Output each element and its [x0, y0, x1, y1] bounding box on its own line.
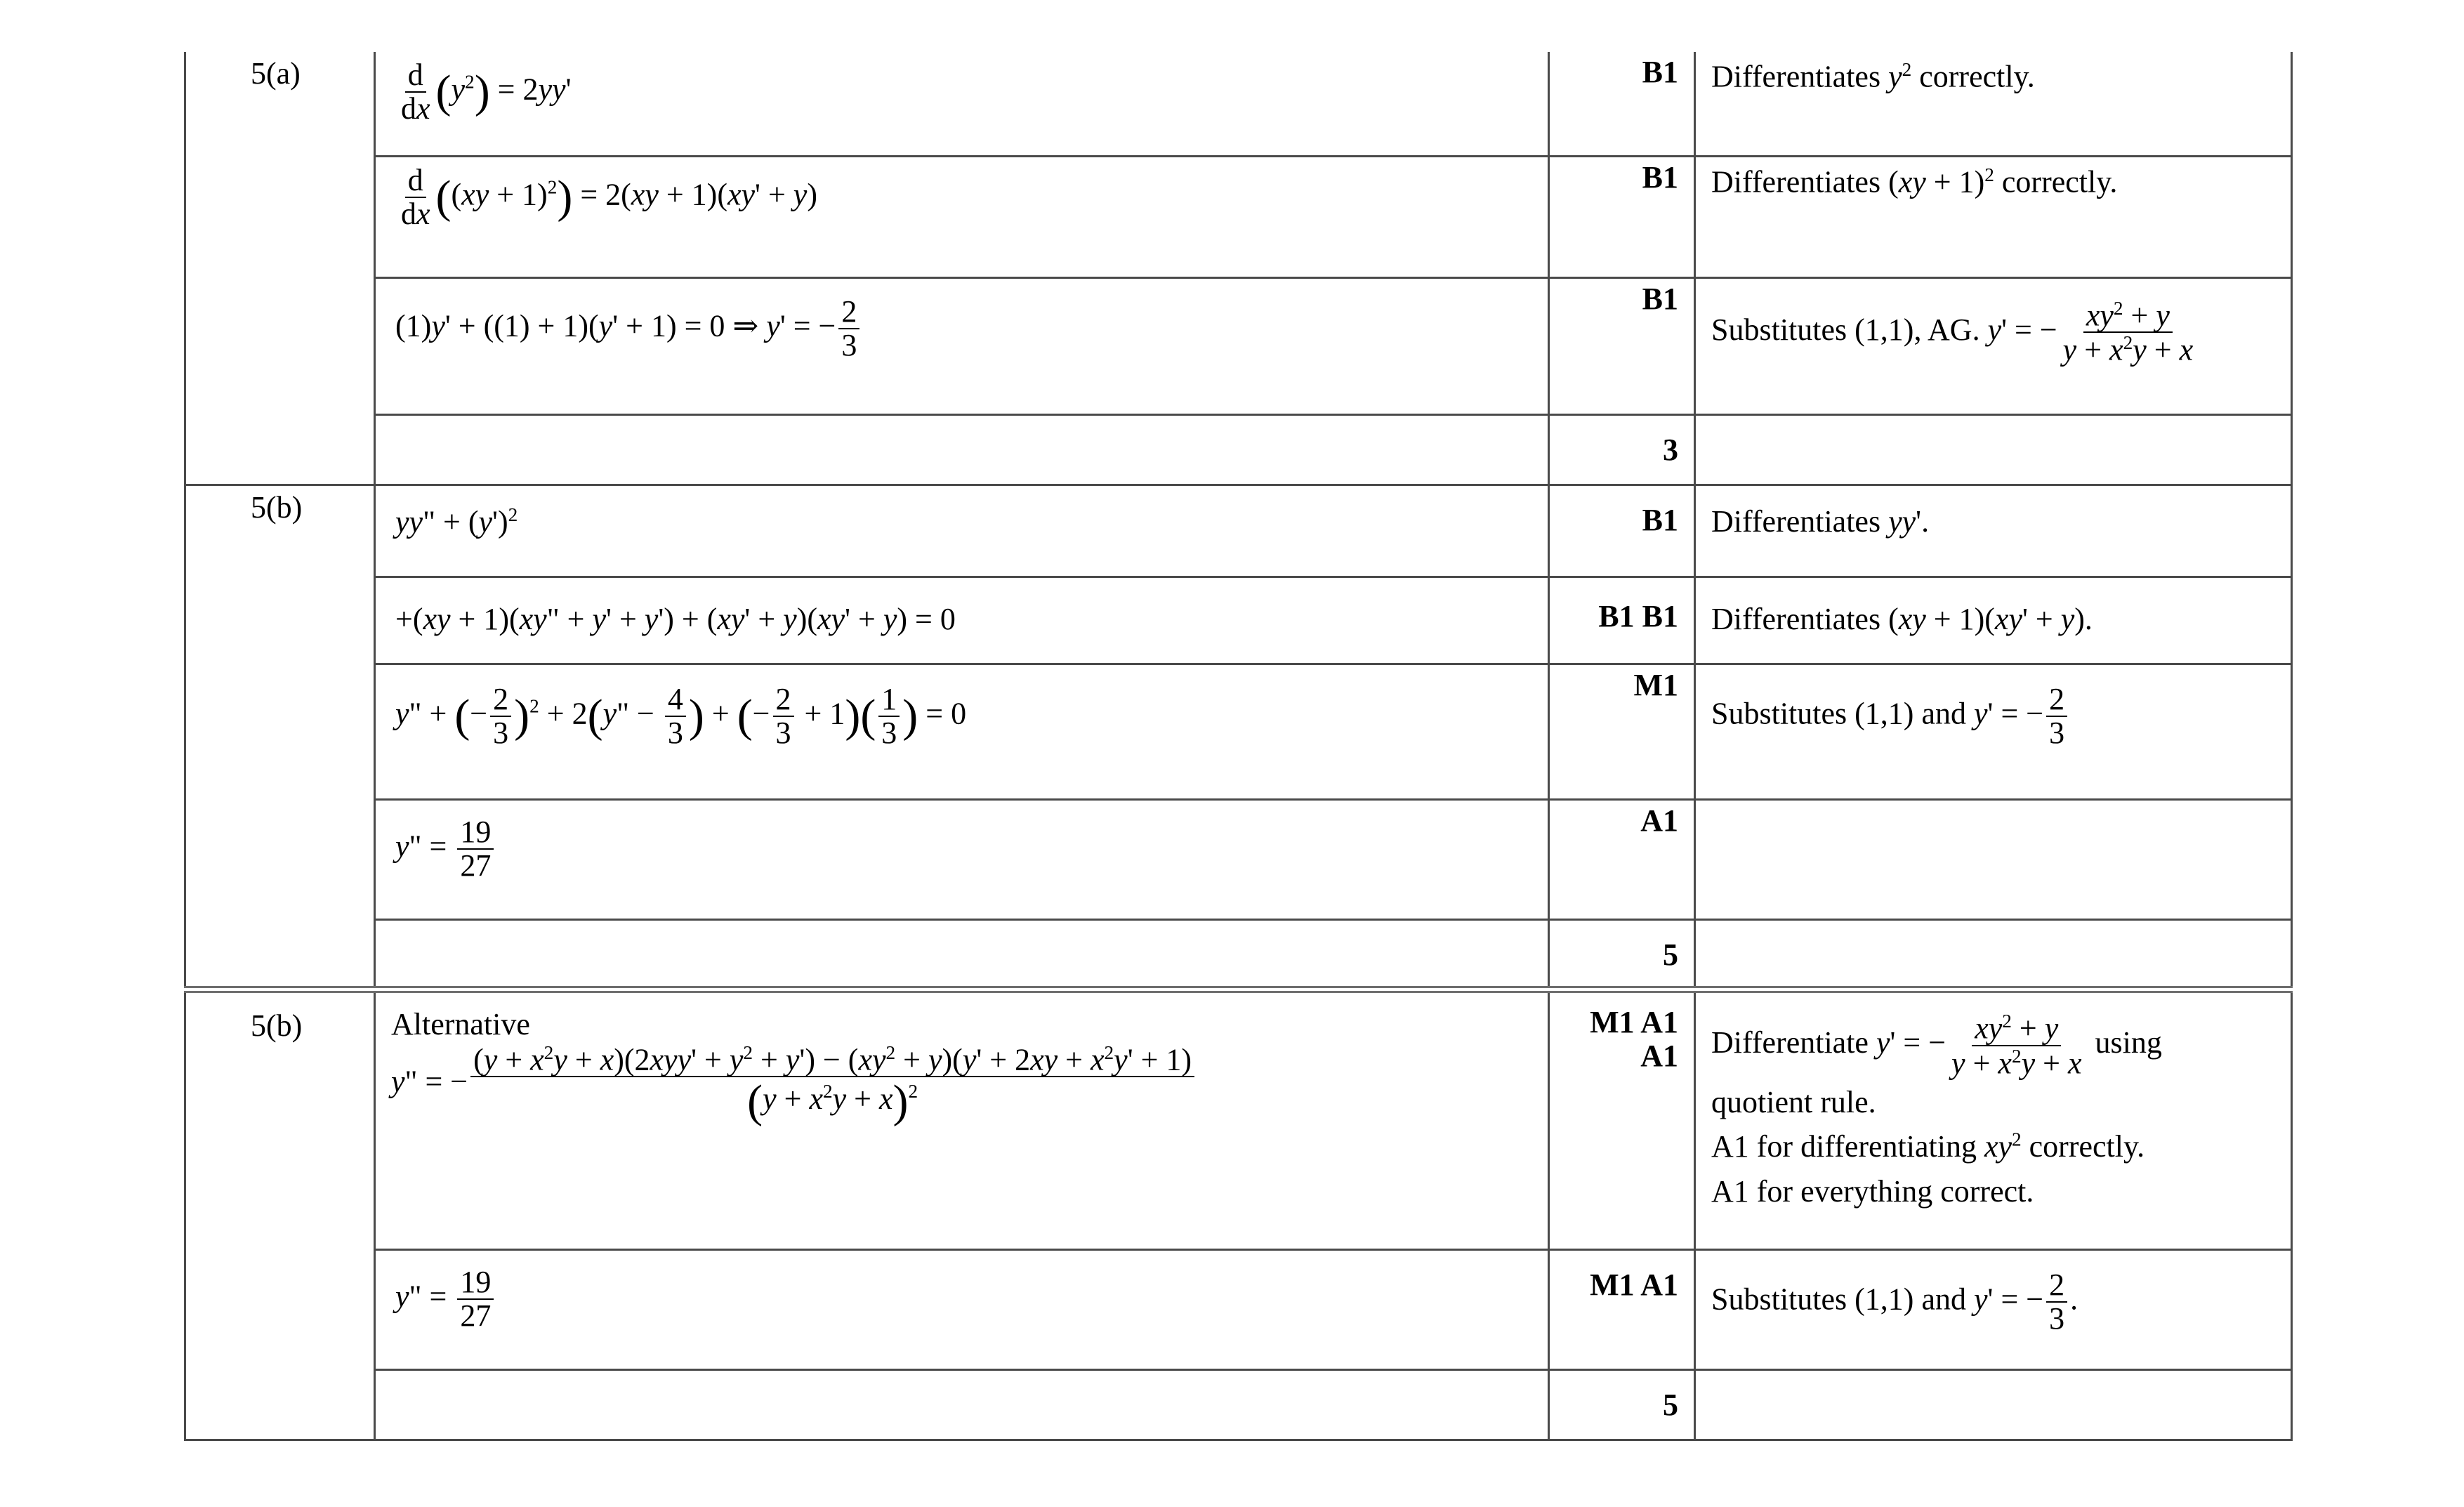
working-c2: y" = $\frac{19}{27}$ — [376, 1251, 1548, 1332]
table-row — [185, 156, 2292, 277]
mark-cell — [1549, 799, 1695, 919]
working-b3: y" + (− $\frac{2}{3}$ )$^2$ + 2(y" − $\frac{4}{3}$ ) + (− $\frac{2}{3}$ + 1)( $\frac{1}{3}$ ) = 0 — [395, 681, 967, 750]
working-cell — [375, 577, 1549, 664]
table-row — [185, 799, 2292, 919]
mark-b3: M1 — [1633, 667, 1678, 702]
mark-total-c: 5 — [1663, 1387, 1678, 1422]
working-cell — [375, 1249, 1549, 1369]
question-cell — [185, 485, 375, 989]
mark-total-b: 5 — [1663, 937, 1678, 972]
mark-a1: B1 — [1642, 55, 1678, 89]
table-row — [185, 485, 2292, 577]
working-c1 — [376, 993, 1548, 1126]
guidance-cell — [1695, 577, 2292, 664]
guidance-b2: Differentiates (xy + 1)(xy' + y). — [1711, 601, 2093, 636]
guidance-c1: Differentiate y' = − $\frac{xy^2 + y}{y + x^2y + x}$ using quotient rule. A1 for differentiating $xy^2$ correctly. A1 for everything correct. — [1711, 1011, 2162, 1209]
guidance-cell — [1695, 414, 2292, 485]
table-row — [185, 664, 2292, 799]
question-label: 5(b) — [251, 1008, 303, 1043]
guidance-cell — [1695, 919, 2292, 989]
guidance-cell — [1695, 52, 2292, 156]
table-row — [185, 52, 2292, 156]
mark-cell — [1549, 1369, 1695, 1440]
working-cell — [375, 156, 1549, 277]
question-label: 5(b) — [251, 489, 303, 525]
mark-cell — [1549, 1249, 1695, 1369]
working-cell — [375, 989, 1549, 1249]
working-b1: yy" + $(y')^2$ — [395, 504, 518, 539]
guidance-a1: Differentiates $y^2$ correctly. — [1711, 59, 2035, 94]
guidance-cell — [1695, 156, 2292, 277]
table-row — [185, 919, 2292, 989]
question-cell — [185, 989, 375, 1440]
question-cell — [185, 52, 375, 485]
mark-cell — [1549, 989, 1695, 1249]
working-a3: (1)y' + ((1) + 1)(y' + 1) = 0 ⇒ y' = − $\frac{2}{3}$ — [376, 279, 1548, 362]
guidance-cell — [1695, 1249, 2292, 1369]
guidance-c2: Substitutes (1,1) and y' = − $\frac{2}{3}$ . — [1711, 1267, 2078, 1336]
mark-cell — [1549, 664, 1695, 799]
mark-cell — [1549, 577, 1695, 664]
working-cell — [375, 485, 1549, 577]
table-row — [185, 414, 2292, 485]
mark-a2: B1 — [1642, 159, 1678, 195]
working-a1: $\frac{d}{dx}$ $(y^2) = 2yy'$ — [401, 58, 572, 126]
working-cell — [375, 414, 1549, 485]
mark-cell — [1549, 277, 1695, 414]
mark-scheme-table — [184, 52, 2293, 1441]
mark-cell — [1549, 156, 1695, 277]
mark-b4: A1 — [1640, 803, 1678, 838]
mark-b2: B1 B1 — [1598, 598, 1678, 633]
working-cell — [375, 1369, 1549, 1440]
working-cell — [375, 664, 1549, 799]
mark-a3: B1 — [1642, 281, 1678, 316]
table-row — [185, 577, 2292, 664]
guidance-cell — [1695, 277, 2292, 414]
question-label: 5(a) — [251, 56, 301, 91]
mark-b1: B1 — [1642, 502, 1678, 537]
mark-c2: M1 A1 — [1590, 1267, 1678, 1302]
mark-cell — [1549, 52, 1695, 156]
working-cell — [375, 277, 1549, 414]
guidance-cell — [1695, 799, 2292, 919]
guidance-a2: Differentiates (xy + 1)$^2$ correctly. — [1711, 164, 2118, 199]
guidance-cell — [1695, 1369, 2292, 1440]
alternative-label: Alternative — [391, 1007, 530, 1041]
guidance-b3: Substitutes (1,1) and y' = − $\frac{2}{3}$ — [1696, 665, 2291, 749]
guidance-cell — [1695, 485, 2292, 577]
quotient-rule-expression: y" = − $(y + x^2y + x)(2xyy' + y^2 + y') - (xy^2 + y)(y' + 2xy + x^2y' + 1)$ $(y + x^2y + x)^2$ — [391, 1043, 1539, 1126]
table-row — [185, 1369, 2292, 1440]
working-cell — [375, 919, 1549, 989]
guidance-cell — [1695, 989, 2292, 1249]
table-row — [185, 1249, 2292, 1369]
mark-cell — [1549, 485, 1695, 577]
mark-cell — [1549, 414, 1695, 485]
working-b2: +(xy + 1)(xy" + y' + y') + (xy' + y)(xy' + y) = 0 — [395, 601, 956, 636]
mark-total-a: 3 — [1663, 432, 1678, 467]
working-b4: y" = $\frac{19}{27}$ — [376, 801, 1548, 882]
mark-c1: M1 A1 A1 — [1590, 1005, 1678, 1074]
mark-cell — [1549, 919, 1695, 989]
working-cell — [375, 52, 1549, 156]
guidance-a3: Substitutes (1,1), AG. y' = − $\frac{xy^2 + y}{y + x^2y + x}$ — [1711, 297, 2194, 367]
guidance-b1: Differentiates yy'. — [1711, 504, 1930, 539]
guidance-cell — [1695, 664, 2292, 799]
working-a2: $\frac{d}{dx}$ ((xy + 1)$^2$) = 2(xy + 1)(xy' + y) — [401, 162, 817, 231]
table-row — [185, 277, 2292, 414]
table-row — [185, 989, 2292, 1249]
working-cell — [375, 799, 1549, 919]
